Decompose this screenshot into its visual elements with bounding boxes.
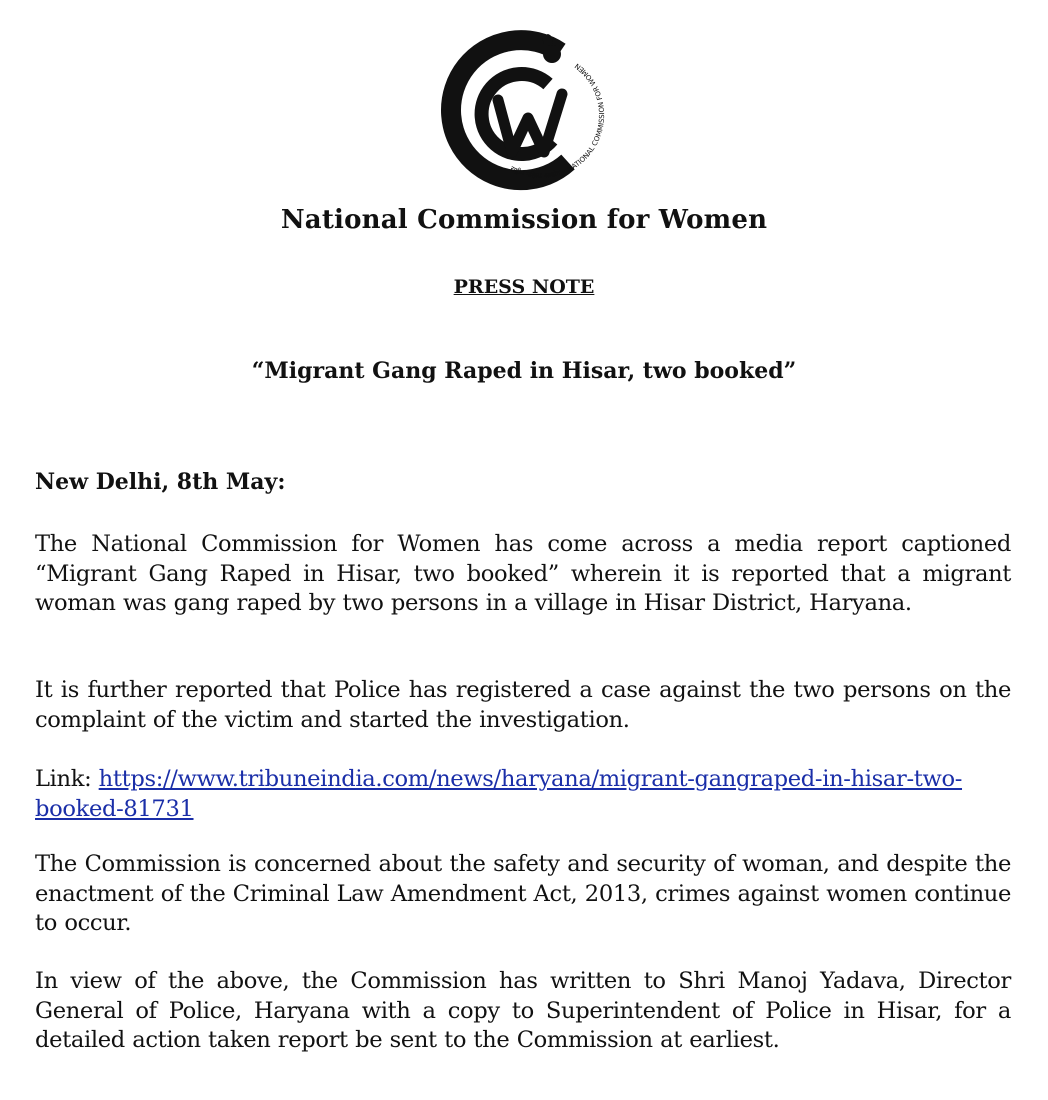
paragraph-concern: The Commission is concerned about the safety and security of woman, and despite the enactment of the Criminal Law Amendment Act, 2013, crimes against women continue to occur. (35, 851, 1011, 936)
paragraph-intro: The National Commission for Women has come across a media report captioned “Migrant Gang Raped in Hisar, two booked” wherein it is reported that a migrant woman was gang raped by two persons in a village in Hisar District, Haryana. (35, 531, 1011, 616)
link-label: Link: (35, 766, 99, 792)
document-type-heading: PRESS NOTE (453, 276, 595, 298)
paragraph-action: In view of the above, the Commission has written to Shri Manoj Yadava, Director General of Police, Haryana with a copy to Superintendent of Police in Hisar, for a detailed action taken report be sent to the Commission at earliest. (35, 968, 1011, 1053)
press-note-headline: “Migrant Gang Raped in Hisar, two booked” (251, 358, 797, 384)
organization-title: National Commission for Women (280, 205, 768, 235)
ncw-logo-icon (440, 22, 610, 192)
paragraph-police-case: It is further reported that Police has registered a case against the two persons on the complaint of the victim and started the investigation. (35, 677, 1011, 733)
dateline: New Delhi, 8th May: (35, 469, 286, 495)
source-link[interactable]: https://www.tribuneindia.com/news/haryana/migrant-gangraped-in-hisar-two-booked-81731 (35, 766, 963, 822)
logo-ring-text: राष्ट्रीय महिला आयोग • NATIONAL COMMISSION FOR WOMEN (509, 61, 607, 181)
paragraph-link (35, 765, 1011, 824)
